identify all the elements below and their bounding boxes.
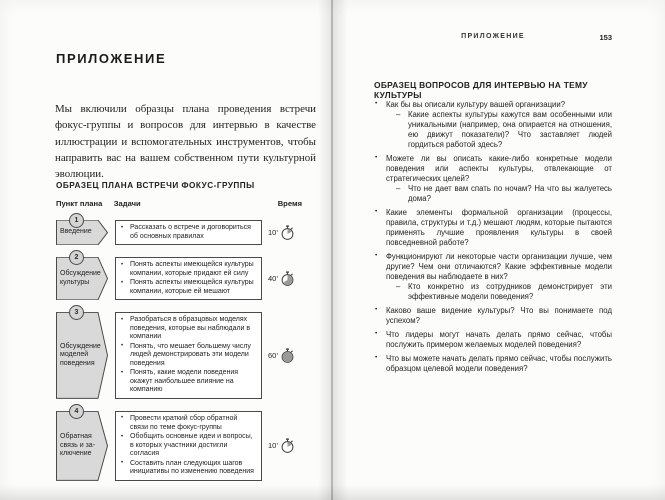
page-gutter-shadow [318,0,348,500]
question-subtext: Что не дает вам спать по ночам? На что вы жалуетесь дома? [408,184,612,203]
column-header-time: Время [277,199,302,208]
bullet-icon: • [121,279,124,286]
bullet-icon: • [121,316,124,323]
bullet-icon: • [375,251,378,259]
question-text-body: Какие элементы формальной организации (процессы, правила, структуры и т.д.) мешают людям, которые пытаются применять лучшие проявления культуры в своей повседневной работе? [386,208,612,247]
task-list [115,312,262,399]
stage-cell [56,309,108,399]
bullet-icon: • [121,224,124,231]
time-label: 10’ [268,228,279,238]
question-item [374,354,612,374]
table-row [56,407,306,481]
page-gutter-line [331,0,333,500]
stopwatch-icon [281,271,294,287]
question-text-body: Можете ли вы описать какие-либо конкретные модели поведения или аспекты культуры, отвлекающие от стратегических целей? [386,154,612,183]
time-label: 60’ [268,351,279,361]
bullet-icon: • [375,208,378,216]
question-text [374,100,612,110]
task-text: Обобщить основные идеи и вопросы, в которых участники достигли согласия [130,433,253,458]
running-head: ПРИЛОЖЕНИЕ [461,33,525,40]
step-number: 1 [69,213,84,228]
question-item [374,154,612,204]
bullet-icon: • [121,433,124,440]
stage-cell [56,407,108,481]
bullet-icon: • [375,305,378,313]
question-subtext: Какие аспекты культуры кажутся вам особенными или уникальными (например, она опирается на отношения, ею движут показатели)? Что заставляет людей гордиться работой здесь? [408,110,612,149]
task-item [121,316,257,342]
dash-icon: – [396,110,401,120]
stage-label: Обсуждение моделей поведения [60,342,101,367]
table-row [56,217,306,245]
task-text: Понять, какие модели поведения окажут наибольшее влияние на компанию [130,369,239,394]
stage-label: Обратная связь и заключение [60,433,96,458]
right-page [334,0,665,500]
dash-icon: – [396,281,401,291]
question-text-body: Что лидеры могут начать делать прямо сейчас, чтобы послужить примером желаемых моделей поведения? [386,330,612,349]
task-list [115,411,262,481]
time-label: 40’ [268,274,279,284]
task-item [121,460,257,477]
question-item [374,252,612,302]
step-number: 3 [69,305,84,320]
task-item [121,261,257,278]
plan-rows [56,208,306,481]
task-item [121,415,257,432]
task-text: Составить план следующих шагов инициативы по изменению поведения [130,459,254,476]
question-text [374,306,612,326]
question-text [374,208,612,247]
question-text [374,154,612,183]
bullet-icon: • [121,369,124,376]
step-number: 2 [69,250,84,265]
table-row [56,309,306,399]
question-text [374,330,612,350]
task-item [121,343,257,369]
question-text [374,252,612,281]
table-row [56,254,306,300]
focus-group-plan-title: ОБРАЗЕЦ ПЛАНА ВСТРЕЧИ ФОКУС-ГРУППЫ [56,181,255,190]
stopwatch-icon [281,348,294,364]
page-number: 153 [599,33,612,42]
question-subitem [374,282,612,302]
appendix-heading: ПРИЛОЖЕНИЕ [56,51,167,66]
time-cell [268,312,294,399]
task-text: Понять, что мешает большему числу людей демонстрировать эти модели поведения [130,342,251,367]
question-subtext: Кто конкретно из сотрудников демонстрирует эти эффективные модели поведения? [408,281,612,301]
task-text: Рассказать о встрече и договориться об основных правилах [130,224,251,240]
question-list [374,100,612,378]
bullet-icon: • [375,154,378,162]
task-text: Понять аспекты имеющейся культуры компании, которые придают ей силу [130,261,254,277]
question-item [374,100,612,150]
task-item [121,279,257,296]
task-item [121,369,257,395]
bullet-icon: • [121,343,124,350]
question-text [374,354,612,374]
left-page [0,0,331,500]
time-cell [268,220,294,245]
task-item [121,224,257,241]
time-label: 10’ [268,441,279,451]
question-item [374,208,612,247]
bullet-icon: • [121,415,124,422]
stage-label: Обсуждение культуры [60,270,101,286]
question-item [374,330,612,350]
column-header-tasks: Задачи [113,199,141,208]
question-text-body: Как бы вы описали культуру вашей организации? [386,100,566,109]
bullet-icon: • [375,330,378,338]
question-text-body: Каково ваше видение культуры? Что вы понимаете под успехом? [386,305,612,325]
bullet-icon: • [375,354,378,362]
task-list [115,220,262,245]
bullet-icon: • [121,460,124,467]
time-cell [268,411,294,481]
bullet-icon: • [375,100,378,107]
question-item [374,306,612,326]
time-cell [268,257,294,300]
dash-icon: – [396,184,401,193]
question-subitem [374,110,612,149]
question-text-body: Функционируют ли некоторые части организации лучше, чем другие? Чем они отличаются? Какие эффективные модели поведения вы наблюдаете в них? [386,251,612,281]
question-subitem [374,184,612,204]
task-text: Разобраться в образцовых моделях поведения, которые вы наблюдали в компании [130,316,251,341]
stage-cell [56,217,108,245]
intro-paragraph: Мы включили образцы плана проведения встречи фокус-группы и вопросов для интервью в качестве иллюстрации и вспомогательных инструментов, чтобы направить вас на вашем собственном пути культурной эволюции. [55,103,316,181]
step-number: 4 [69,404,84,419]
task-text: Провести краткий сбор обратной связи по теме фокус-группы [130,414,238,431]
bullet-icon: • [121,261,124,268]
interview-questions-heading: ОБРАЗЕЦ ВОПРОСОВ ДЛЯ ИНТЕРВЬЮ НА ТЕМУ КУЛЬТУРЫ [374,80,588,100]
plan-table-header [56,199,302,208]
question-text-body: Что вы можете начать делать прямо сейчас, чтобы послужить образцом целевой модели поведения? [386,354,612,373]
column-header-stage: Пункт плана [56,199,103,208]
stopwatch-icon [281,225,294,241]
task-item [121,433,257,459]
stage-cell [56,254,108,300]
stage-label: Введение [60,228,92,236]
stopwatch-icon [281,438,294,454]
task-text: Понять аспекты имеющейся культуры компании, которые ей мешают [130,279,254,295]
task-list [115,257,262,300]
